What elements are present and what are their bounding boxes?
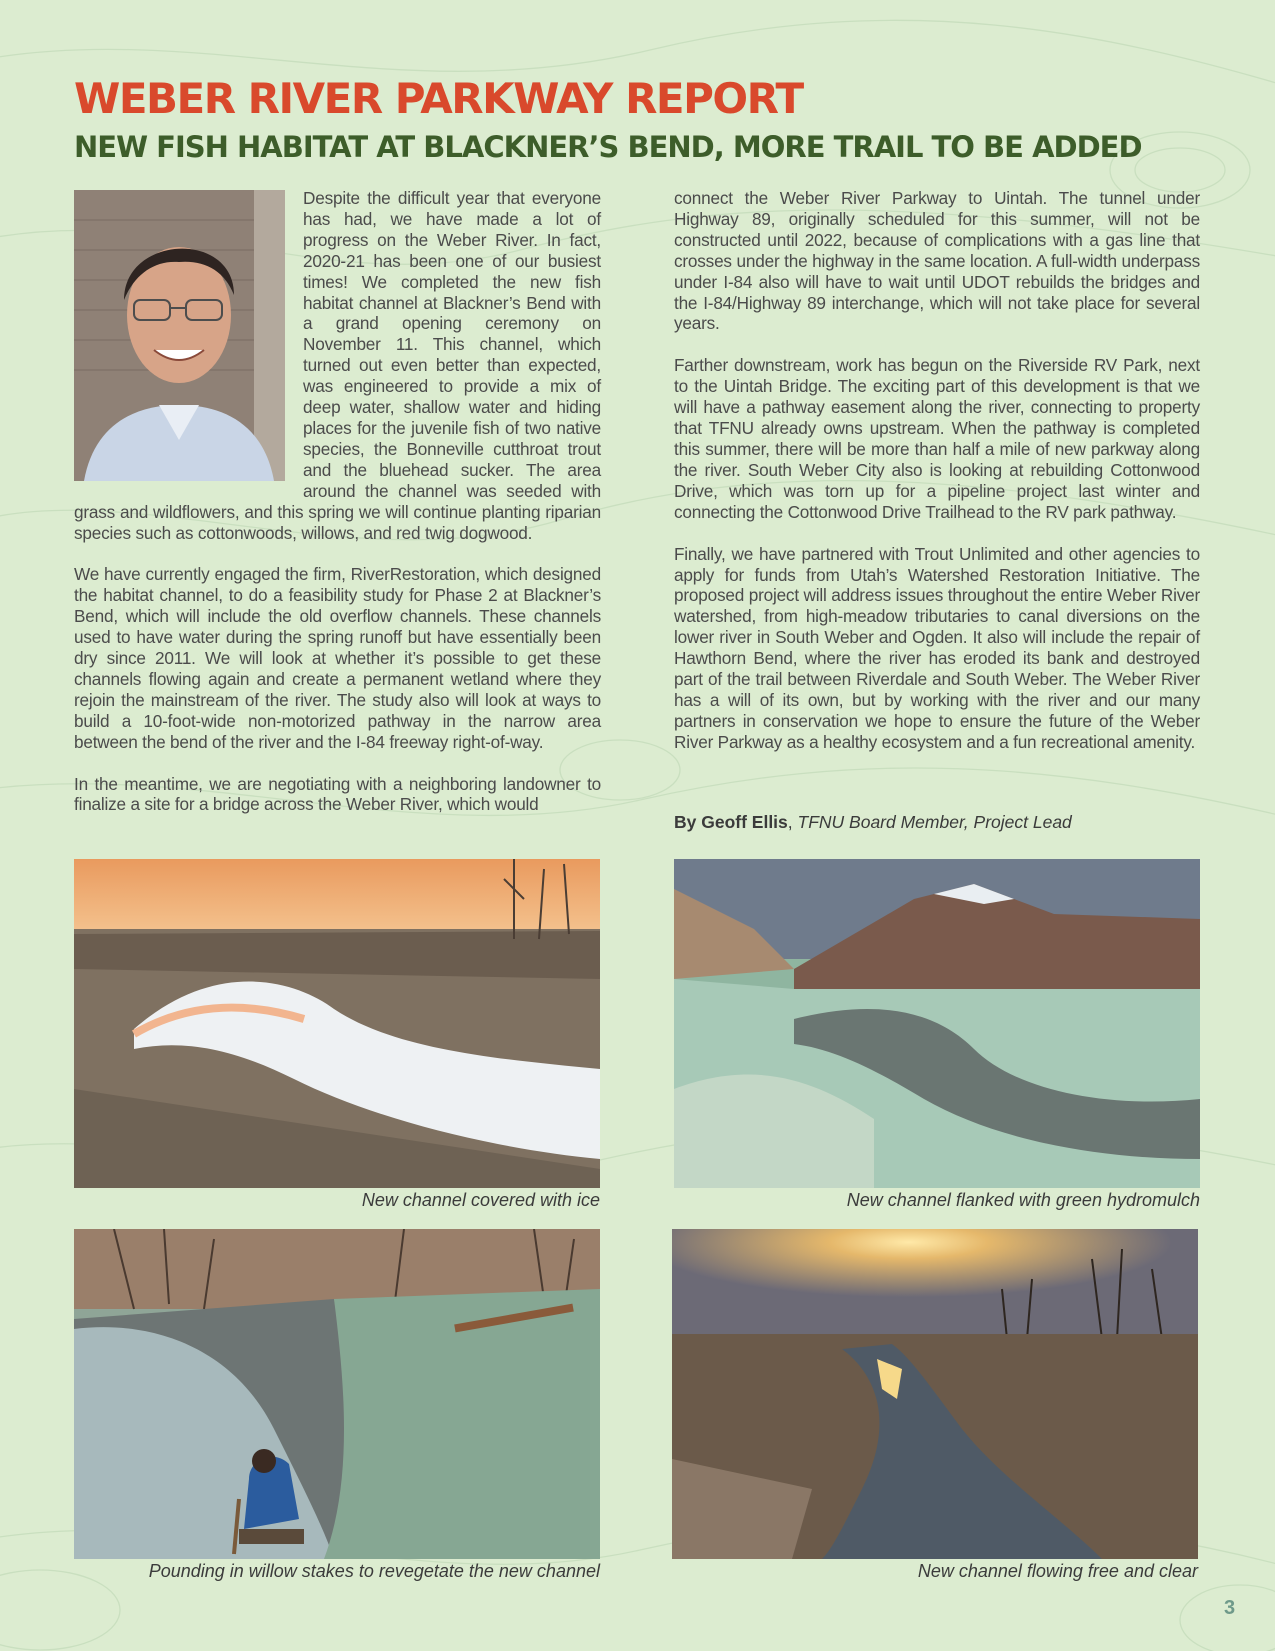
author-portrait: [74, 190, 285, 481]
author-role: TFNU Board Member, Project Lead: [797, 812, 1072, 832]
byline-separator: ,: [787, 812, 798, 832]
page-title: WEBER RIVER PARKWAY REPORT: [74, 74, 803, 123]
photo-caption: New channel flanked with green hydromulch: [846, 1190, 1200, 1210]
paragraph: We have currently engaged the firm, RiverRestoration, which designed the habitat channel, to do a feasibility study for Phase 2 at Blackner’s Bend, which will include the old overflow channels. These channels used to have water during the spring runoff but have essentially been dry since 2011. We will look at whether it’s possible to get these channels flowing again and create a permanent wetland where they rejoin the mainstream of the river. The study also will look at ways to build a 10-foot-wide non-motorized pathway in the narrow area between the bend of the river and the I-84 freeway right-of-way.: [74, 564, 601, 752]
paragraph: Farther downstream, work has begun on the Riverside RV Park, next to the Uintah Bridge. The exciting part of this development is that we will have a pathway easement along the river, connecting to property that TFNU already owns upstream. When the pathway is completed this summer, there will be more than half a mile of new parkway along the river. South Weber City also is looking at rebuilding Cottonwood Drive, which was torn up for a pipeline project last winter and connecting the Cottonwood Drive Trailhead to the RV park pathway.: [674, 355, 1200, 522]
right-column: [674, 188, 1200, 774]
photo-ice-channel: [74, 859, 600, 1188]
page-number: 3: [1224, 1597, 1236, 1619]
photo-caption: New channel covered with ice: [361, 1190, 600, 1210]
article-subtitle: NEW FISH HABITAT AT BLACKNER’S BEND, MORE TRAIL TO BE ADDED: [74, 130, 1142, 164]
photo-flowing-channel: [672, 1229, 1198, 1559]
paragraph: Finally, we have partnered with Trout Unlimited and other agencies to apply for funds from Utah’s Watershed Restoration Initiative. The proposed project will address issues throughout the entire Weber River watershed, from high-meadow tributaries to canal diversions on the lower river in South Weber and Ogden. It also will include the repair of Hawthorn Bend, where the river has eroded its bank and destroyed part of the trail between Riverdale and South Weber. The Weber River has a will of its own, but by working with the river and our many partners in conservation we hope to ensure the future of the Weber River Parkway as a healthy ecosystem and a fun recreational amenity.: [674, 543, 1200, 752]
paragraph: Despite the difficult year that everyone has had, we have made a lot of progress on the Weber River. In fact, 2020-21 has been one of our busiest times! We completed the new fish habitat channel at Blackner’s Bend with a grand opening ceremony on November 11. This channel, which turned out even better than expected, was engineered to provide a mix of deep water, shallow water and hiding places for the juvenile fish of two native species, the Bonneville cutthroat trout and the bluehead sucker. The area around the channel was seeded with grass and wildflowers, and this spring we will continue planting riparian species such as cottonwoods, willows, and red twig dogwood.: [74, 188, 601, 543]
photo-willow-stakes: [74, 1229, 600, 1559]
left-column: [74, 188, 601, 836]
photo-caption: Pounding in willow stakes to revegetate the new channel: [148, 1561, 600, 1581]
paragraph: In the meantime, we are negotiating with a neighboring landowner to finalize a site for a bridge across the Weber River, which would: [74, 773, 601, 815]
photo-caption: New channel flowing free and clear: [917, 1561, 1198, 1581]
author-byline: [674, 812, 1072, 833]
author-name: By Geoff Ellis: [674, 812, 788, 832]
paragraph: connect the Weber River Parkway to Uintah. The tunnel under Highway 89, originally scheduled for this summer, will not be constructed until 2022, because of complications with a gas line that crosses under the highway in the same location. A full-width underpass under I-84 also will have to wait until UDOT rebuilds the bridges and the I-84/Highway 89 interchange, which will not take place for several years.: [674, 188, 1200, 334]
photo-hydromulch-channel: [674, 859, 1200, 1188]
